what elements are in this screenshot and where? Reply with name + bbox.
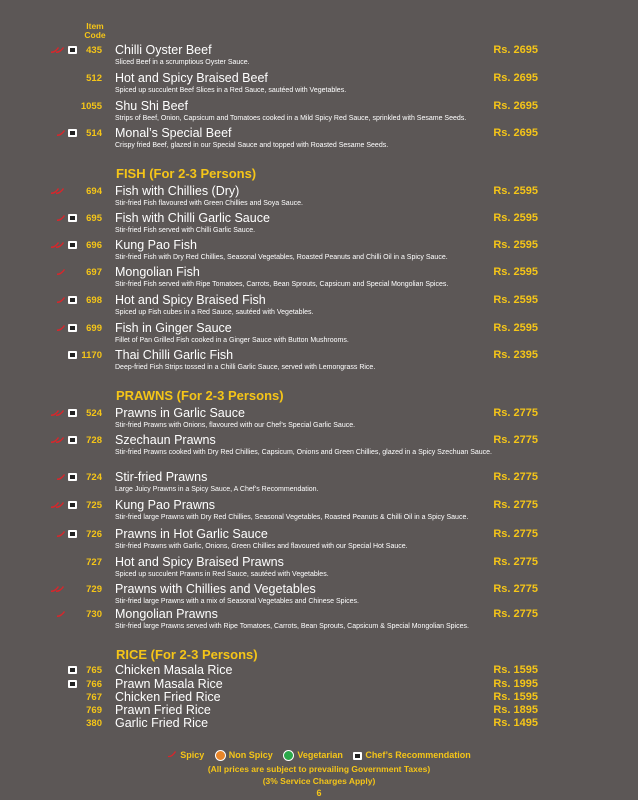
prawns-section-title: PRAWNS (For 2-3 Persons)	[116, 388, 284, 403]
item-price: Rs. 2595	[493, 239, 538, 251]
item-price: Rs. 2695	[493, 100, 538, 112]
item-name: Chilli Oyster Beef	[115, 43, 212, 57]
item-name: Chicken Fried Rice	[115, 690, 221, 704]
item-code: 727	[86, 557, 102, 568]
chili-icon	[55, 437, 65, 444]
tax-note: (All prices are subject to prevailing Government Taxes)	[207, 764, 431, 774]
item-name: Hot and Spicy Braised Fish	[115, 293, 266, 307]
chef-hat-icon	[353, 752, 362, 760]
item-code: 524	[86, 408, 102, 419]
chef-hat-icon	[68, 436, 77, 444]
item-code: 728	[86, 435, 102, 446]
item-code: 724	[86, 472, 102, 483]
item-code: 699	[86, 323, 102, 334]
item-code: 697	[86, 267, 102, 278]
page-number: 6	[316, 788, 322, 798]
chili-icon	[167, 751, 177, 761]
item-price: Rs. 2395	[493, 349, 538, 361]
item-code: 766	[86, 679, 102, 690]
item-name: Hot and Spicy Braised Prawns	[115, 555, 284, 569]
item-description: Spiced up Fish cubes in a Red Sauce, sautéed with Vegetables.	[115, 309, 314, 316]
item-price: Rs. 1595	[493, 691, 538, 703]
chili-icon	[55, 47, 65, 54]
item-description: Deep-fried Fish Strips tossed in a Chilli Garlic Sauce, served with Lemongrass Rice.	[115, 364, 376, 371]
chili-icon	[55, 410, 65, 417]
item-price: Rs. 1995	[493, 678, 538, 690]
chef-hat-icon	[68, 351, 77, 359]
item-code: 514	[86, 128, 102, 139]
item-price: Rs. 2775	[493, 556, 538, 568]
item-name: Stir-fried Prawns	[115, 470, 208, 484]
chef-hat-icon	[68, 409, 77, 417]
item-icons	[50, 680, 80, 690]
item-description: Crispy fried Beef, glazed in our Special Sauce and topped with Roasted Sesame Seeds.	[115, 142, 389, 149]
item-code: 729	[86, 584, 102, 595]
chili-icon	[56, 269, 66, 276]
item-name: Thai Chilli Garlic Fish	[115, 348, 234, 362]
item-price: Rs. 2775	[493, 407, 538, 419]
chef-hat-icon	[68, 680, 77, 688]
item-code: 512	[86, 73, 102, 84]
item-code: 769	[86, 705, 102, 716]
item-icons	[50, 585, 80, 595]
item-name: Szechaun Prawns	[115, 433, 216, 447]
vegetarian-icon	[283, 750, 294, 761]
item-price: Rs. 2595	[493, 212, 538, 224]
item-price: Rs. 2775	[493, 583, 538, 595]
item-icons	[50, 706, 80, 716]
item-description: Stir-fried large Prawns served with Ripe Tomatoes, Carrots, Bean Sprouts, Capsicum & Special Mongolian Spices.	[115, 623, 469, 630]
item-description: Stir-fried Fish served with Ripe Tomatoes, Carrots, Bean Sprouts, Capsicum and Special Mongolian Spices.	[115, 281, 449, 288]
item-name: Shu Shi Beef	[115, 99, 188, 113]
item-code: 1055	[80, 101, 102, 112]
item-price: Rs. 1895	[493, 704, 538, 716]
non-spicy-icon	[215, 750, 226, 761]
item-code: 694	[86, 186, 102, 197]
legend-vegetarian: Vegetarian	[283, 750, 345, 760]
item-price: Rs. 2695	[493, 127, 538, 139]
item-price: Rs. 2695	[493, 72, 538, 84]
item-code-header: Item Code	[84, 21, 106, 40]
item-icons	[50, 324, 80, 334]
chef-hat-icon	[68, 296, 77, 304]
item-name: Garlic Fried Rice	[115, 716, 209, 730]
item-icons	[50, 351, 80, 361]
item-price: Rs. 1495	[493, 717, 538, 729]
legend	[0, 750, 638, 761]
item-icons	[50, 296, 80, 306]
rice-section-title: RICE (For 2-3 Persons)	[116, 647, 258, 662]
item-name: Hot and Spicy Braised Beef	[115, 71, 268, 85]
chili-icon	[56, 297, 66, 304]
item-price: Rs. 2775	[493, 471, 538, 483]
item-code: 698	[86, 295, 102, 306]
chili-icon	[55, 502, 65, 509]
item-price: Rs. 2775	[493, 528, 538, 540]
item-name: Chicken Masala Rice	[115, 663, 233, 677]
item-code: 730	[86, 609, 102, 620]
item-description: Stir-fried Fish flavoured with Green Chillies and Soya Sauce.	[115, 200, 303, 207]
item-price: Rs. 2695	[493, 44, 538, 56]
item-description: Stir-fried Prawns with Onions, flavoured with our Chef’s Special Garlic Sauce.	[115, 422, 356, 429]
item-description: Stir-fried Prawns cooked with Dry Red Chillies, Capsicum, Onions and Green Chillies, glazed in a Spicy Szechuan Sauce.	[115, 449, 493, 456]
item-description: Strips of Beef, Onion, Capsicum and Tomatoes cooked in a Mild Spicy Red Sauce, sprinkled with Sesame Seeds.	[115, 115, 467, 122]
item-icons	[50, 268, 80, 278]
chef-hat-icon	[68, 46, 77, 54]
legend-non-spicy: Non Spicy	[215, 750, 276, 760]
item-description: Large Juicy Prawns in a Spicy Sauce, A Chef’s Recommendation.	[115, 486, 319, 493]
chili-icon	[56, 130, 66, 137]
item-code: 695	[86, 213, 102, 224]
item-description: Stir-fried Fish with Dry Red Chillies, Seasonal Vegetables, Roasted Peanuts and Chilli Oil in a Spicy Sauce.	[115, 254, 448, 261]
chef-hat-icon	[68, 530, 77, 538]
item-icons	[50, 558, 80, 568]
item-description: Stir-fried large Prawns with Dry Red Chillies, Seasonal Vegetables, Roasted Peanuts & Chilli Oil in a Spicy Sauce.	[115, 514, 469, 521]
item-code: 765	[86, 665, 102, 676]
item-price: Rs. 2775	[493, 434, 538, 446]
chef-hat-icon	[68, 473, 77, 481]
item-price: Rs. 2595	[493, 266, 538, 278]
chef-hat-icon	[68, 129, 77, 137]
item-icons	[50, 409, 80, 419]
item-icons	[50, 46, 80, 56]
item-icons	[50, 102, 80, 112]
item-name: Kung Pao Fish	[115, 238, 197, 252]
item-code: 380	[86, 718, 102, 729]
item-price: Rs. 2595	[493, 185, 538, 197]
chili-icon	[56, 325, 66, 332]
chef-hat-icon	[68, 214, 77, 222]
chili-icon	[55, 242, 65, 249]
item-name: Fish with Chilli Garlic Sauce	[115, 211, 270, 225]
item-name: Prawns in Hot Garlic Sauce	[115, 527, 268, 541]
item-name: Prawns in Garlic Sauce	[115, 406, 245, 420]
fish-section-title: FISH (For 2-3 Persons)	[116, 166, 257, 181]
item-icons	[50, 610, 80, 620]
item-icons	[50, 530, 80, 540]
item-icons	[50, 693, 80, 703]
chili-icon	[56, 611, 66, 618]
item-code: 726	[86, 529, 102, 540]
item-icons	[50, 241, 80, 251]
chef-hat-icon	[68, 324, 77, 332]
item-icons	[50, 501, 80, 511]
item-icons	[50, 473, 80, 483]
item-icons	[50, 666, 80, 676]
item-description: Spiced up succulent Beef Slices in a Red Sauce, sautéed with Vegetables.	[115, 87, 347, 94]
chef-hat-icon	[68, 241, 77, 249]
item-icons	[50, 129, 80, 139]
chili-icon	[56, 531, 66, 538]
item-code: 1170	[81, 350, 102, 361]
item-name: Fish with Chillies (Dry)	[115, 184, 240, 198]
item-price: Rs. 2595	[493, 322, 538, 334]
item-name: Prawn Fried Rice	[115, 703, 211, 717]
chef-hat-icon	[68, 666, 77, 674]
item-price: Rs. 2775	[493, 499, 538, 511]
item-icons	[50, 214, 80, 224]
item-code: 435	[86, 45, 102, 56]
item-description: Spiced up succulent Prawns in Red Sauce, sautéed with Vegetables.	[115, 571, 329, 578]
item-name: Mongolian Prawns	[115, 607, 218, 621]
service-note: (3% Service Charges Apply)	[262, 776, 376, 786]
item-description: Fillet of Pan Grilled Fish cooked in a Ginger Sauce with Button Mushrooms.	[115, 337, 349, 344]
chili-icon	[55, 586, 65, 593]
item-code: 767	[86, 692, 102, 703]
item-name: Monal’s Special Beef	[115, 126, 232, 140]
item-name: Prawns with Chillies and Vegetables	[115, 582, 316, 596]
item-icons	[50, 436, 80, 446]
item-description: Stir-fried Fish served with Chilli Garlic Sauce.	[115, 227, 256, 234]
chef-hat-icon	[68, 501, 77, 509]
item-name: Kung Pao Prawns	[115, 498, 216, 512]
item-name: Mongolian Fish	[115, 265, 200, 279]
legend-spicy: Spicy	[167, 750, 207, 760]
legend-chef: Chef’s Recommendation	[353, 750, 470, 760]
item-icons	[50, 719, 80, 729]
item-icons	[50, 74, 80, 84]
chili-icon	[55, 188, 65, 195]
item-price: Rs. 2775	[493, 608, 538, 620]
item-code: 696	[86, 240, 102, 251]
item-price: Rs. 1595	[493, 664, 538, 676]
item-icons	[50, 187, 80, 197]
item-description: Sliced Beef in a scrumptious Oyster Sauce.	[115, 59, 250, 66]
item-name: Fish in Ginger Sauce	[115, 321, 232, 335]
item-price: Rs. 2595	[493, 294, 538, 306]
chili-icon	[56, 215, 66, 222]
item-code: 725	[86, 500, 102, 511]
item-description: Stir-fried large Prawns with a mix of Seasonal Vegetables and Chinese Spices.	[115, 598, 359, 605]
item-description: Stir-fried Prawns with Garlic, Onions, Green Chillies and flavoured with our Special Hot Sauce.	[115, 543, 408, 550]
item-name: Prawn Masala Rice	[115, 677, 223, 691]
chili-icon	[56, 474, 66, 481]
